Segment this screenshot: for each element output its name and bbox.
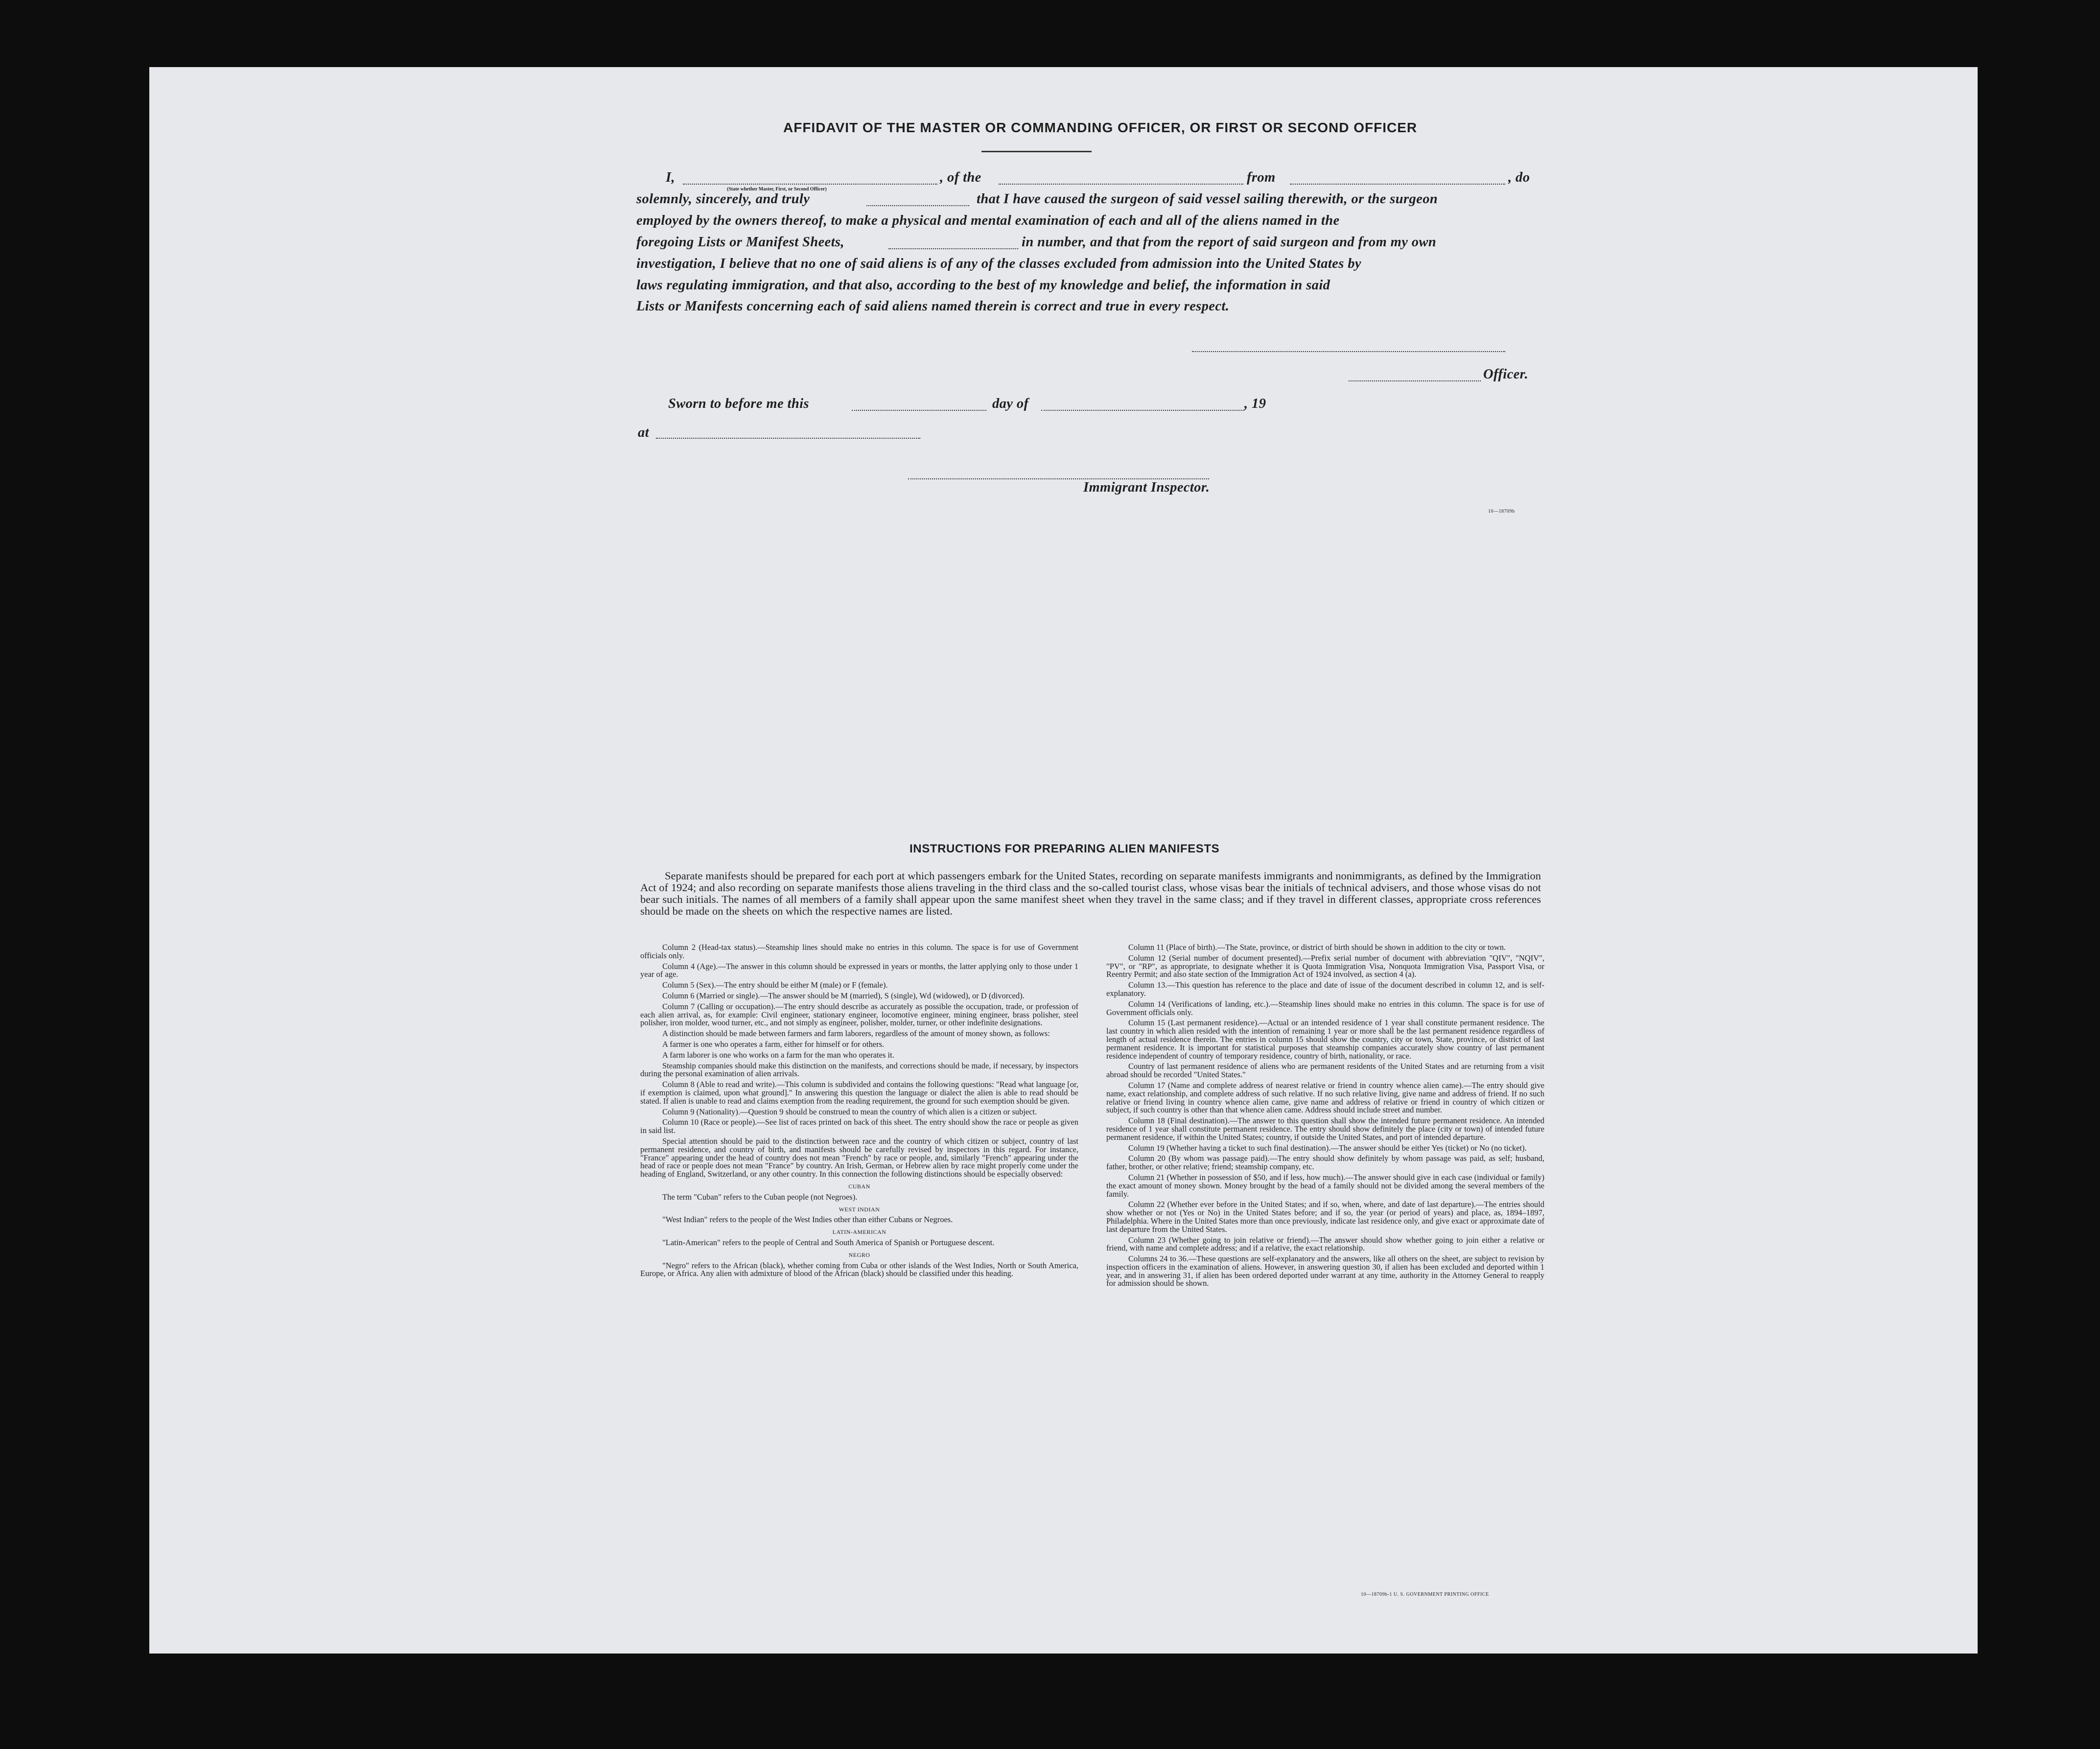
affidavit-line2-start: solemnly, sincerely, and truly (636, 191, 810, 207)
rank-note: (State whether Master, First, or Second Officer) (727, 187, 827, 192)
right-para: Column 12 (Serial number of document presented).—Prefix serial number of document with abbreviation "QIV", "NQIV", "PV", or "RP", as appropriate, to designate whether it is Quota Immigration Visa, Nonquota Immigration Visa, Passport Visa, or Reentry Permit; and also state section of the Immigration Act of 1924 involved, as section 4 (a). (1106, 953, 1544, 979)
port-from-blank[interactable] (1290, 184, 1505, 185)
cuban-para: The term "Cuban" refers to the Cuban people (not Negroes). (662, 1192, 858, 1202)
left-para: Column 6 (Married or single).—The answer should be M (married), S (single), Wd (widowed), or D (divorced). (662, 991, 1025, 1000)
left-para: Column 9 (Nationality).—Question 9 should be construed to mean the country of which alien is a citizen or subject. (662, 1107, 1037, 1116)
latin-american-para: "Latin-American" refers to the people of Central and South America of Spanish or Portuguese descent. (662, 1237, 995, 1247)
left-para: A farm laborer is one who works on a farm for the man who operates it. (662, 1050, 894, 1060)
affidavit-line7: Lists or Manifests concerning each of said aliens named therein is correct and true in every respect. (636, 299, 1230, 314)
left-para: Column 10 (Race or people).—See list of races printed on back of this sheet. The entry should show the race or people as given in said list. (640, 1117, 1078, 1135)
sworn-place-blank[interactable] (656, 438, 920, 439)
affidavit-line3: employed by the owners thereof, to make a physical and mental examination of each and all of the aliens named in the (636, 213, 1340, 228)
affidavit-line6: laws regulating immigration, and that also, according to the best of my knowledge and belief, the information in said (636, 278, 1330, 293)
left-para: Column 4 (Age).—The answer in this column should be expressed in years or months, the latter applying only to those under 1 year of age. (640, 961, 1078, 979)
heading-latin-american: LATIN-AMERICAN (832, 1229, 887, 1236)
affidavit-line4-end: in number, and that from the report of said surgeon and from my own (1022, 235, 1437, 250)
negro-para: "Negro" refers to the African (black), whether coming from Cuba or other islands of the West Indies, North or South America, Europe, or Africa. Any alien with admixture of blood of the African (black) should be classified under this heading. (640, 1260, 1078, 1278)
officer-blank[interactable] (1349, 380, 1481, 381)
officer-label: Officer. (1483, 367, 1529, 382)
left-para: Column 5 (Sex).—The entry should be either M (male) or F (female). (662, 980, 888, 990)
officer-rank-blank[interactable] (683, 184, 937, 185)
right-para: Column 13.—This question has reference to the place and date of issue of the document described in column 12, and is self-explanatory. (1106, 980, 1544, 998)
inspector-signature-line[interactable] (908, 478, 1209, 479)
left-para: A distinction should be made between farmers and farm laborers, regardless of the amount of money shown, as follows: (662, 1029, 1050, 1039)
instructions-intro: Separate manifests should be prepared for each port at which passengers embark for the United States, recording on separate manifests immigrants and nonimmigrants, as defined by the Immigration Act of 1924; and also recording on separate manifests those aliens traveling in the third class and the so-called tourist class, whose visas bear the initials of technical advisers, and those whose visas do not bear such initials. The names of all members of a family shall appear upon the same manifest sheet when they travel in the same class; and if they travel in different classes, appropriate cross references should be made on the sheets on which the respective names are listed. (640, 870, 1541, 917)
right-para: Columns 24 to 36.—These questions are self-explanatory and the answers, like all others on the sheet, are subject to revision by inspection officers in the examination of aliens. However, in answering question 30, if alien has been excluded and deported within 1 year, and in answering 31, if alien has been ordered deported under warrant at any time, authority in the Attorney General to reapply for admission should be shown. (1106, 1254, 1544, 1288)
footer-printer-code: 10—18709b-1 U. S. GOVERNMENT PRINTING OFFICE (1361, 1592, 1489, 1597)
right-para: Column 23 (Whether going to join relative or friend).—The answer should show whether going to join either a relative or friend, with name and complete address; and if a relative, the exact relationship. (1106, 1235, 1544, 1253)
affidavit-line5: investigation, I believe that no one of said aliens is of any of the classes excluded from admission into the United States by (636, 256, 1361, 271)
affidavit-line4-start: foregoing Lists or Manifest Sheets, (636, 235, 844, 250)
affidavit-line1-do: , do (1508, 170, 1530, 185)
vessel-name-blank[interactable] (999, 184, 1243, 185)
right-para: Column 14 (Verifications of landing, etc.).—Steamship lines should make no entries in this column. The space is for use of Government officials only. (1106, 999, 1544, 1017)
affidavit-line1-from: from (1247, 170, 1276, 185)
heading-west-indian: WEST INDIAN (839, 1205, 880, 1213)
left-para: Column 2 (Head-tax status).—Steamship lines should make no entries in this column. The space is for use of Government officials only. (640, 943, 1078, 960)
oath-type-blank[interactable] (866, 205, 969, 206)
signature-line[interactable] (1192, 351, 1505, 352)
at-label: at (638, 425, 649, 440)
affidavit-title: AFFIDAVIT OF THE MASTER OR COMMANDING OFFICER, OR FIRST OR SECOND OFFICER (783, 120, 1418, 135)
right-para: Column 18 (Final destination).—The answer to this question shall show the intended future permanent residence. An intended residence of 1 year shall constitute permanent residence. The entry should show definitely the place (city or town) of intended future permanent residence, if within the United States; country, if outside the United States, and port of intended departure. (1106, 1116, 1544, 1142)
right-para: Column 19 (Whether having a ticket to such final destination).—The answer should be either Yes (ticket) or No (no ticket). (1128, 1143, 1527, 1153)
sworn-day-blank[interactable] (852, 410, 986, 411)
right-para: Country of last permanent residence of aliens who are permanent residents of the United States and are returning from a visit abroad should be recorded "United States." (1106, 1062, 1544, 1080)
manifest-page (149, 67, 1978, 1654)
affidavit-line1-i: I, (666, 170, 676, 185)
west-indian-para: "West Indian" refers to the people of the West Indies other than either Cubans or Negroes. (662, 1215, 953, 1225)
left-para: Steamship companies should make this distinction on the manifests, and corrections should be made, if necessary, by inspectors during the personal examination of alien arrivals. (640, 1061, 1078, 1079)
day-of-label: day of (992, 396, 1029, 411)
instructions-left-column (640, 944, 1078, 1280)
form-code: 10—18709b (1488, 509, 1515, 514)
right-para: Column 21 (Whether in possession of $50, and if less, how much).—The answer should give in each case (individual or family) the exact amount of money shown. Money brought by the head of a family should not be divided among the several members of the family. (1106, 1172, 1544, 1199)
sworn-month-blank[interactable] (1041, 410, 1244, 411)
right-para: Column 20 (By whom was passage paid).—The entry should show definitely by whom passage was paid, as self; husband, father, brother, or other relative; friend; steamship company, etc. (1106, 1154, 1544, 1172)
left-para: Special attention should be paid to the distinction between race and the country of which citizen or subject, country of last permanent residence, and country of birth, and manifests should be carefully revised by inspectors in this regard. For instance, "France" appearing under the head of country does not mean "French" by race or people, and, similarly "French" appearing under the head of race or people does not mean "France" by country. An Irish, German, or Hebrew alien by race might properly come under the heading of England, Switzerland, or any other country. In this connection the following distinctions should be especially observed: (640, 1136, 1078, 1179)
left-para: A farmer is one who operates a farm, either for himself or for others. (662, 1039, 885, 1049)
left-para: Column 8 (Able to read and write).—This column is subdivided and contains the following questions: "Read what language [or, if exemption is claimed, upon what ground]." In answering this question the language or dialect the alien is able to read should be stated. If alien is unable to read and claims exemption from the reading requirement, the ground for such exemption should be given. (640, 1080, 1078, 1106)
right-para: Column 17 (Name and complete address of nearest relative or friend in country whence alien came).—The entry should give name, exact relationship, and complete address of such relative. If no such relative living, give name and address of friend. If no such relative or friend living in country whence alien came, give name and address of relative or friend in country of which citizen or subject, if such country is other than that whence alien came. Address should include street and number. (1106, 1080, 1544, 1115)
right-para: Column 11 (Place of birth).—The State, province, or district of birth should be shown in addition to the city or town. (1128, 943, 1506, 952)
year-label: , 19 (1244, 396, 1266, 411)
sheet-count-blank[interactable] (888, 248, 1018, 249)
left-para: Column 7 (Calling or occupation).—The entry should describe as accurately as possible the occupation, trade, or profession of each alien arrival, as, for example: Civil engineer, stationary engineer, locomotive engineer, mining engineer, brass polisher, steel polisher, iron molder, wood turner, etc., and not simply as engineer, polisher, molder, turner, or other indefinite designations. (640, 1001, 1078, 1028)
right-para: Column 15 (Last permanent residence).—Actual or an intended residence of 1 year shall constitute permanent residence. The last country in which alien resided with the intention of remaining 1 year or more shall be the last permanent residence regardless of length of actual residence therein. The entries in column 15 should show the country, city or town, State, province, or district of last permanent residence. It is important for statistical purposes that steamship companies accurately show country of last permanent residence independent of country of temporary residence, country of birth, nationality, or race. (1106, 1018, 1544, 1061)
affidavit-line2-end: that I have caused the surgeon of said vessel sailing therewith, or the surgeon (977, 191, 1438, 207)
inspector-label: Immigrant Inspector. (1083, 480, 1210, 495)
affidavit-line1-ofthe: , of the (940, 170, 981, 185)
heading-negro: NEGRO (848, 1251, 870, 1258)
heading-cuban: CUBAN (848, 1182, 870, 1190)
instructions-right-column (1106, 944, 1544, 1290)
right-para: Column 22 (Whether ever before in the United States; and if so, when, where, and date of last departure).—The entries should show whether or not (Yes or No) in the United States before; and if so, the year (or period of years) and place, as, 1894–1897, Philadelphia. Where in the United States more than once previously, indicate last residence only, and give exact or approximate date of last departure from the United States. (1106, 1200, 1544, 1234)
title-underline (981, 151, 1092, 152)
instructions-title: INSTRUCTIONS FOR PREPARING ALIEN MANIFESTS (910, 842, 1220, 855)
sworn-label: Sworn to before me this (668, 396, 809, 411)
